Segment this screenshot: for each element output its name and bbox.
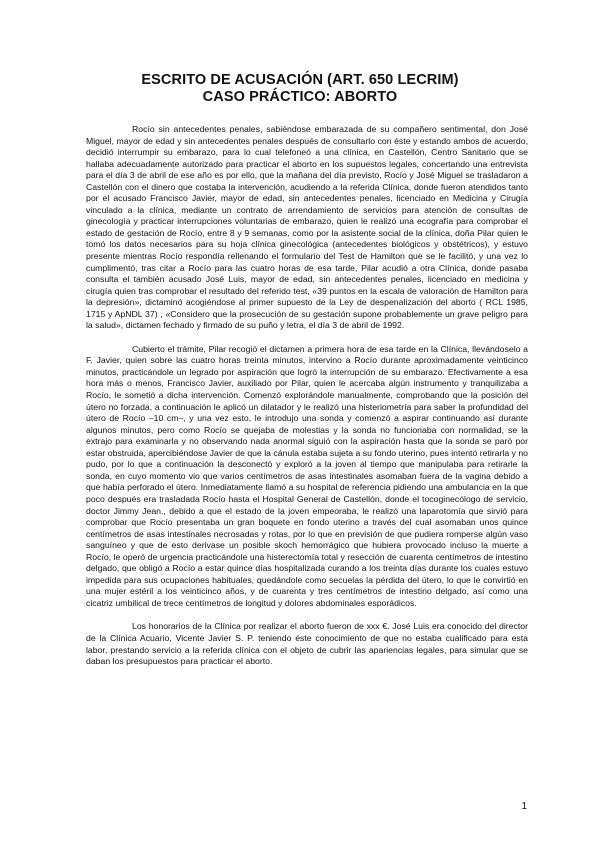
document-title xyxy=(0,72,600,106)
paragraph-1: Rocío sin antecedentes penales, sabiéndose embarazada de su compañero sentimental, don José Miguel, mayor de edad y sin antecedentes penales después de consultarlo con éste y estando ambos de acuerdo, decidió interrumpir su embarazo, para lo cual telefoneó a una clínica, en Castellón, Centro Sanitario que se hallaba adecuadamente autorizado para practicar el aborto en los supuestos legales, concertando una entrevista para el día 3 de abril de ese año es por ello, que la mañana del día previsto, Rocío y José Miguel se trasladaron a Castellón con el dinero que costaba la intervención, acudiendo a la referida Clínica, donde fueron atendidos tanto por el acusado Francisco Javier, mayor de edad, sin antecedentes penales, licenciado en Medicina y Cirugía vinculado a la clínica, mediante un contrato de arrendamiento de servicios para atención de consultas de ginecología y practicar interrupciones voluntarias de embarazo, quien le realizó una ecografía para comprobar el estado de gestación de Rocío, entre 8 y 9 semanas, como por la asistente social de la clínica, doña Pilar quien le tomó los datos necesarios para su hoja clínica ginecológica (antecedentes biológicos y obstétricos), y estuvo presente mientras Rocío respondía rellenando el formulario del Test de Hamilton que se le facilitó, y una vez lo cumplimentó, tras citar a Rocío para las cuatro horas de esa tarde, Pilar acudió a otra Clínica, donde pasaba consulta el también acusado José Luis, mayor de edad, sin antecedentes penales, licenciado en medicina y cirugía quien tras comprobar el resultado del referido test, «39 puntos en la escala de valoración de Hamilton para la depresión», dictaminó acogiéndose al primer supuesto de la Ley de despenalización del aborto ( RCL 1985, 1715 y ApNDL 37) , «Considero que la prosecución de su gestación supone probablemente un grave peligro para la salud», dictamen fechado y firmado de su puño y letra, el día 3 de abril de 1992. xyxy=(86,124,528,331)
page-number: 1 xyxy=(521,801,527,812)
paragraph-2: Cubierto el trámite, Pilar recogió el dictamen a primera hora de esa tarde en la Clínica, llevándoselo a F. Javier, quien sobre las cuatro horas treinta minutos, intervino a Rocío durante aproximadamente veinticinco minutos, practicándole un legrado por aspiración que logró la interrupción de su embarazo. Efectivamente a esa hora más o menos, Francisco Javier, auxiliado por Pilar, quien le acercaba algún instrumento y tranquilizaba a Rocío, le sometió a dicha intervención. Comenzó explorándole manualmente, comprobando que la posición del útero no forzada, a continuación le aplicó un dilatador y le realizó una histeriometría para saber la profundidad del útero de Rocío –10 cm–, y una vez esto, le introdujo una sonda y comenzó a aspirar continuando así durante algunos minutos, pero como Rocío se quejaba de molestias y la sonda no funcionaba con normalidad, se la extrajo para examinarla y no observando nada anormal siguió con la aspiración hasta que la sonda se paró por estar obstruida, apercibiéndose Javier de que la cánula estaba sujeta a su fondo uterino, pues intentó retirarla y no pudo, por lo que a continuación la desconectó y exploró a la joven al tiempo que manipulaba para retirarle la sonda, en cuyo momento vio que varios centímetros de asas intestinales asomaban fuera de la vagina debido a que había perforado el útero. Inmediatamente llamó a su hospital de referencia pidiendo una ambulancia en la que poco después era trasladada Rocío hasta el Hospital General de Castellón, donde el tocoginecólogo de servicio, doctor Jimmy Jean., debido a que el estado de la joven empeoraba, le realizó una laparotomía que sirvió para comprobar que Rocío presentaba un gran boquete en fondo uterino a través del cual asomaban unos quince centímetros de asas intestinales necrosadas y rotas, por lo que en previsión de que pudiera romperse algún vaso sanguíneo y que de esto derivase un posible skoch hemorrágico que hubiera provocado incluso la muerte a Rocío, le operó de urgencia practicándole una histerectomía total y resección de cuarenta centímetros de intestino delgado, que obligó a Rocío a estar quince días hospitalizada curando a los treinta días durante los cuales estuvo impedida para sus ocupaciones habituales, quedándole como secuelas la pérdida del útero, lo que le convirtió en una mujer estéril a los veinticinco años, y de cuarenta y tres centímetros de intestino delgado, así como una cicatriz umbilical de trece centímetros de longitud y dolores abdominales esporádicos. xyxy=(86,343,528,608)
title-line-2: CASO PRÁCTICO: ABORTO xyxy=(202,89,398,105)
title-line-1: ESCRITO DE ACUSACIÓN (ART. 650 LECRIM) xyxy=(141,72,459,88)
document-body xyxy=(86,124,528,668)
paragraph-3: Los honorarios de la Clínica por realizar el aborto fueron de xxx €. José Luis era conocido del director de la Clínica Acuario, Vicente Javier S. P. teniendo éste conocimiento de que no estaba cualificado para esta labor, prestando servicio a la referida clínica con el objeto de cubrir las apariencias legales, para simular que se daban los presupuestos para practicar el aborto. xyxy=(86,621,528,667)
